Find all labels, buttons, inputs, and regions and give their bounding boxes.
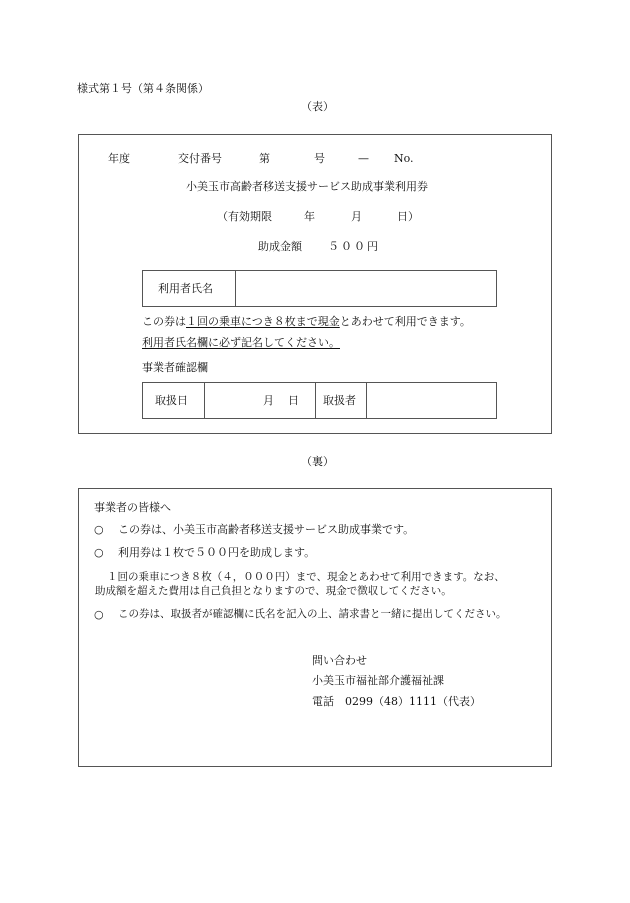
usage-note-1: この券は１回の乗車につき８枚まで現金とあわせて利用できます。 [142, 315, 471, 328]
header-go: 号 [314, 152, 325, 165]
back-item-1: この券は、小美玉市高齢者移送支援サービス助成事業です。 [118, 523, 415, 536]
ticket-title: 小美玉市高齢者移送支援サービス助成事業利用券 [186, 180, 428, 193]
contact-label: 問い合わせ [312, 654, 367, 667]
form-number: 様式第１号（第４条関係） [77, 82, 209, 95]
header-no: No. [394, 152, 414, 165]
subsidy-amount: ５００円 [328, 240, 380, 253]
handling-day: 日 [288, 394, 299, 407]
confirm-label: 事業者確認欄 [142, 361, 208, 374]
back-greeting: 事業者の皆様へ [94, 501, 171, 514]
header-dai: 第 [259, 152, 270, 165]
validity-month: 月 [351, 210, 362, 223]
user-name-label: 利用者氏名 [158, 282, 213, 295]
handler-label: 取扱者 [323, 394, 356, 407]
back-side-label: （裏） [301, 455, 334, 468]
bullet-1: ○ [94, 523, 104, 536]
header-dash: — [358, 152, 369, 165]
validity-day: 日） [397, 210, 419, 223]
handling-month: 月 [263, 394, 274, 407]
header-issue-label: 交付番号 [178, 152, 222, 165]
back-detail-line-1: １回の乗車につき８枚（４，０００円）まで、現金とあわせて利用できます。なお、 [107, 571, 505, 583]
bullet-2: ○ [94, 546, 104, 559]
front-side-label: （表） [301, 100, 334, 113]
usage-note-2: 利用者氏名欄に必ず記名してください。 [142, 336, 340, 349]
back-detail-line-2: 助成額を超えた費用は自己負担となりますので、現金で徴収してください。 [95, 585, 452, 597]
contact-phone: 電話 0299（48）1111（代表） [312, 695, 481, 708]
handling-date-label: 取扱日 [155, 394, 188, 407]
contact-department: 小美玉市福祉部介護福祉課 [312, 674, 444, 687]
header-year: 年度 [108, 152, 130, 165]
bullet-3: ○ [94, 608, 104, 621]
back-item-3: この券は、取扱者が確認欄に氏名を記入の上、請求書と一緒に提出してください。 [118, 608, 507, 620]
validity-open: （有効期限 [217, 210, 272, 223]
validity-year: 年 [304, 210, 315, 223]
subsidy-label: 助成金額 [258, 240, 302, 253]
confirm-table [142, 382, 497, 419]
back-item-2: 利用券は１枚で５００円を助成します。 [118, 546, 316, 559]
